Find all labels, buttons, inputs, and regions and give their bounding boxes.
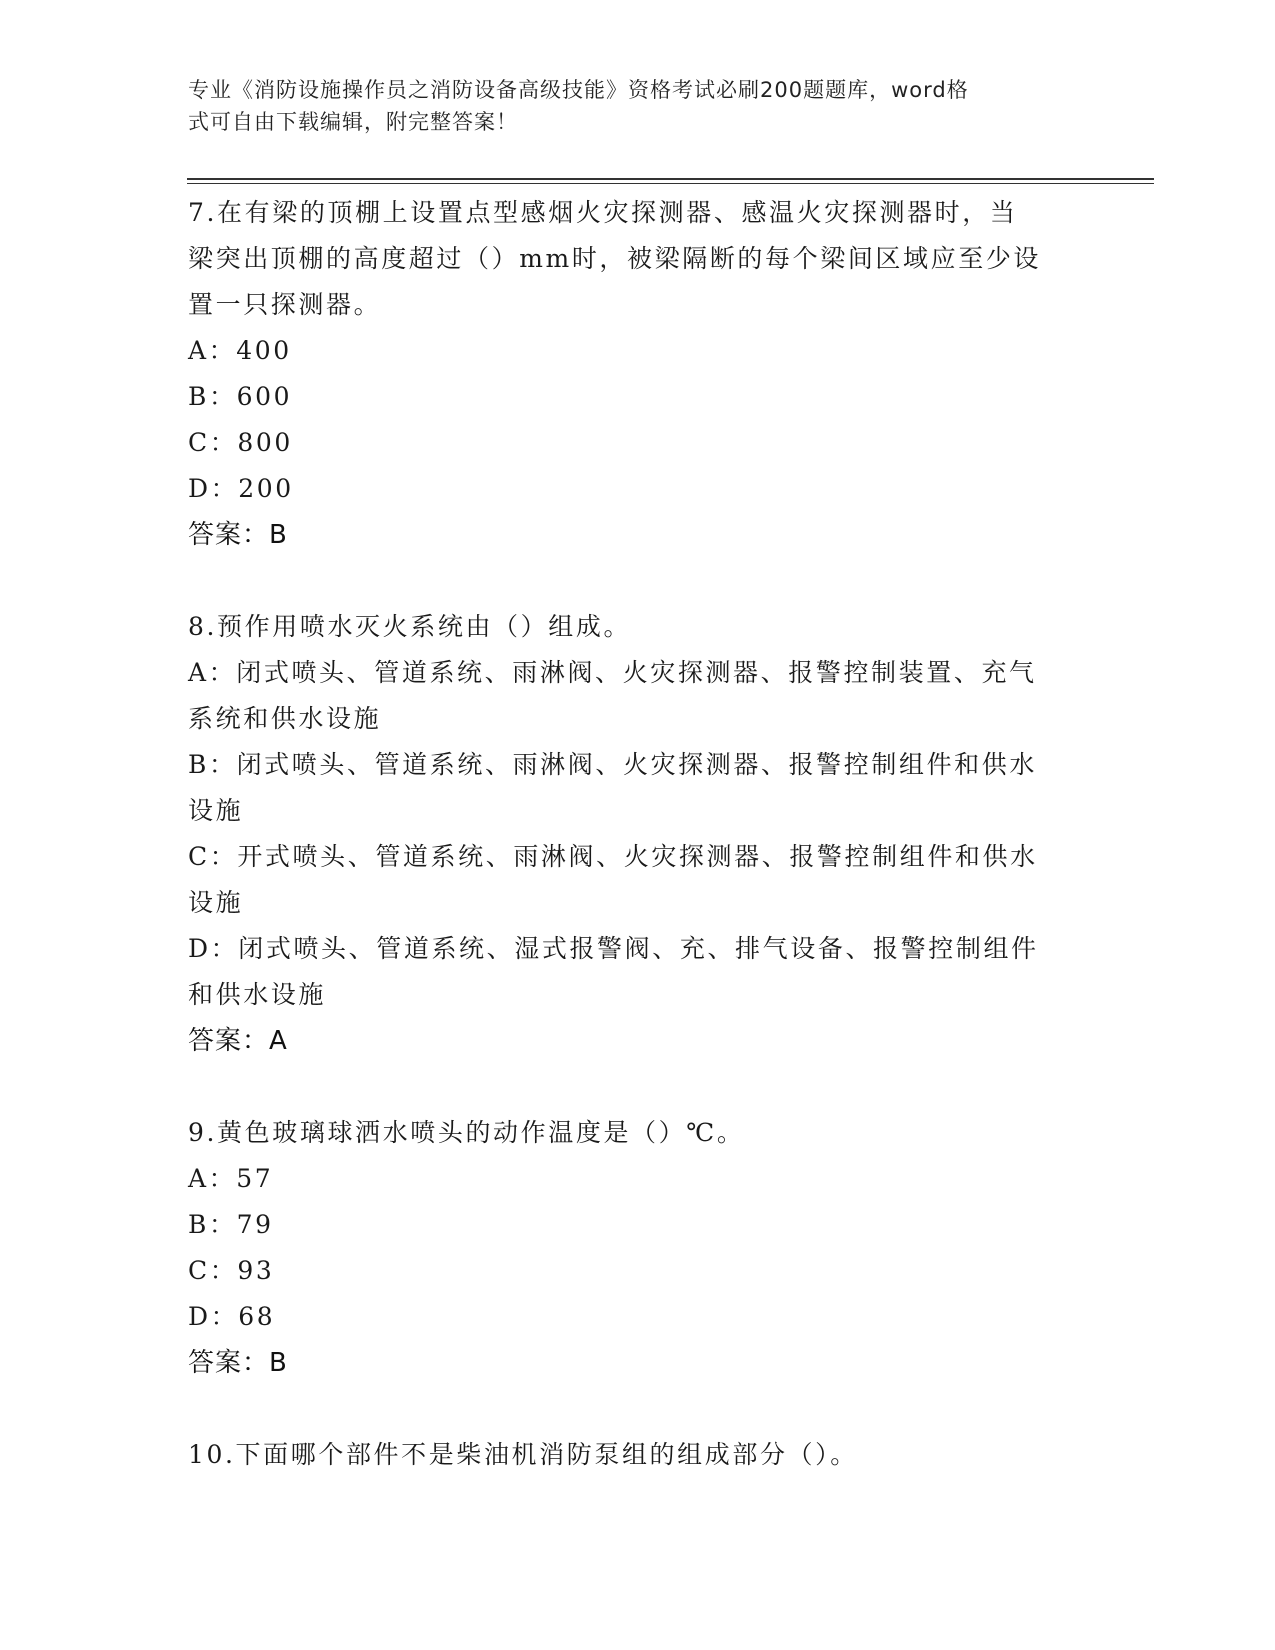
question-7-option-b: B：600 <box>188 382 293 411</box>
question-9-option-c: C：93 <box>188 1256 275 1285</box>
question-8-option-b-1: B：闭式喷头、管道系统、雨淋阀、火灾探测器、报警控制组件和供水 <box>188 750 1037 779</box>
question-8-option-a-1: A：闭式喷头、管道系统、雨淋阀、火灾探测器、报警控制装置、充气 <box>188 658 1037 687</box>
header-line-2: 式可自由下载编辑，附完整答案！ <box>188 110 518 134</box>
question-9 <box>188 1110 1068 1386</box>
question-7-option-d: D：200 <box>188 474 294 503</box>
question-9-option-b: B：79 <box>188 1210 274 1239</box>
question-9-answer: 答案：B <box>188 1348 288 1378</box>
spacer <box>188 1386 1068 1432</box>
question-8-text-1: 8.预作用喷水灭火系统由（）组成。 <box>188 612 632 641</box>
question-8-option-d-2: 和供水设施 <box>188 980 327 1009</box>
question-7-option-a: A：400 <box>188 336 292 365</box>
question-8-answer: 答案：A <box>188 1026 288 1056</box>
question-9-option-d: D：68 <box>188 1302 276 1331</box>
question-8-option-a-2: 系统和供水设施 <box>188 704 382 733</box>
header-line-1: 专业《消防设施操作员之消防设备高级技能》资格考试必刷200题题库，word格 <box>188 78 969 102</box>
question-8-option-c-1: C：开式喷头、管道系统、雨淋阀、火灾探测器、报警控制组件和供水 <box>188 842 1038 871</box>
question-9-option-a: A：57 <box>188 1164 274 1193</box>
question-7-text-3: 置一只探测器。 <box>188 290 382 319</box>
question-10-text-1: 10.下面哪个部件不是柴油机消防泵组的组成部分（）。 <box>188 1440 858 1469</box>
question-9-text-1: 9.黄色玻璃球洒水喷头的动作温度是（）℃。 <box>188 1118 745 1147</box>
question-7-option-c: C：800 <box>188 428 293 457</box>
question-7 <box>188 190 1068 558</box>
question-8-option-d-1: D：闭式喷头、管道系统、湿式报警阀、充、排气设备、报警控制组件 <box>188 934 1039 963</box>
question-10 <box>188 1432 1068 1478</box>
question-7-answer: 答案：B <box>188 520 288 550</box>
spacer <box>188 1064 1068 1110</box>
document-header <box>188 74 1068 138</box>
header-divider-thick <box>187 178 1154 180</box>
question-8 <box>188 604 1068 1064</box>
question-8-option-c-2: 设施 <box>188 888 244 917</box>
question-list <box>188 190 1068 1478</box>
spacer <box>188 558 1068 604</box>
question-8-option-b-2: 设施 <box>188 796 244 825</box>
question-7-text-1: 7.在有梁的顶棚上设置点型感烟火灾探测器、感温火灾探测器时，当 <box>188 198 1018 227</box>
question-7-text-2: 梁突出顶棚的高度超过（）mm时，被梁隔断的每个梁间区域应至少设 <box>188 244 1042 273</box>
header-divider-thin <box>187 183 1154 184</box>
